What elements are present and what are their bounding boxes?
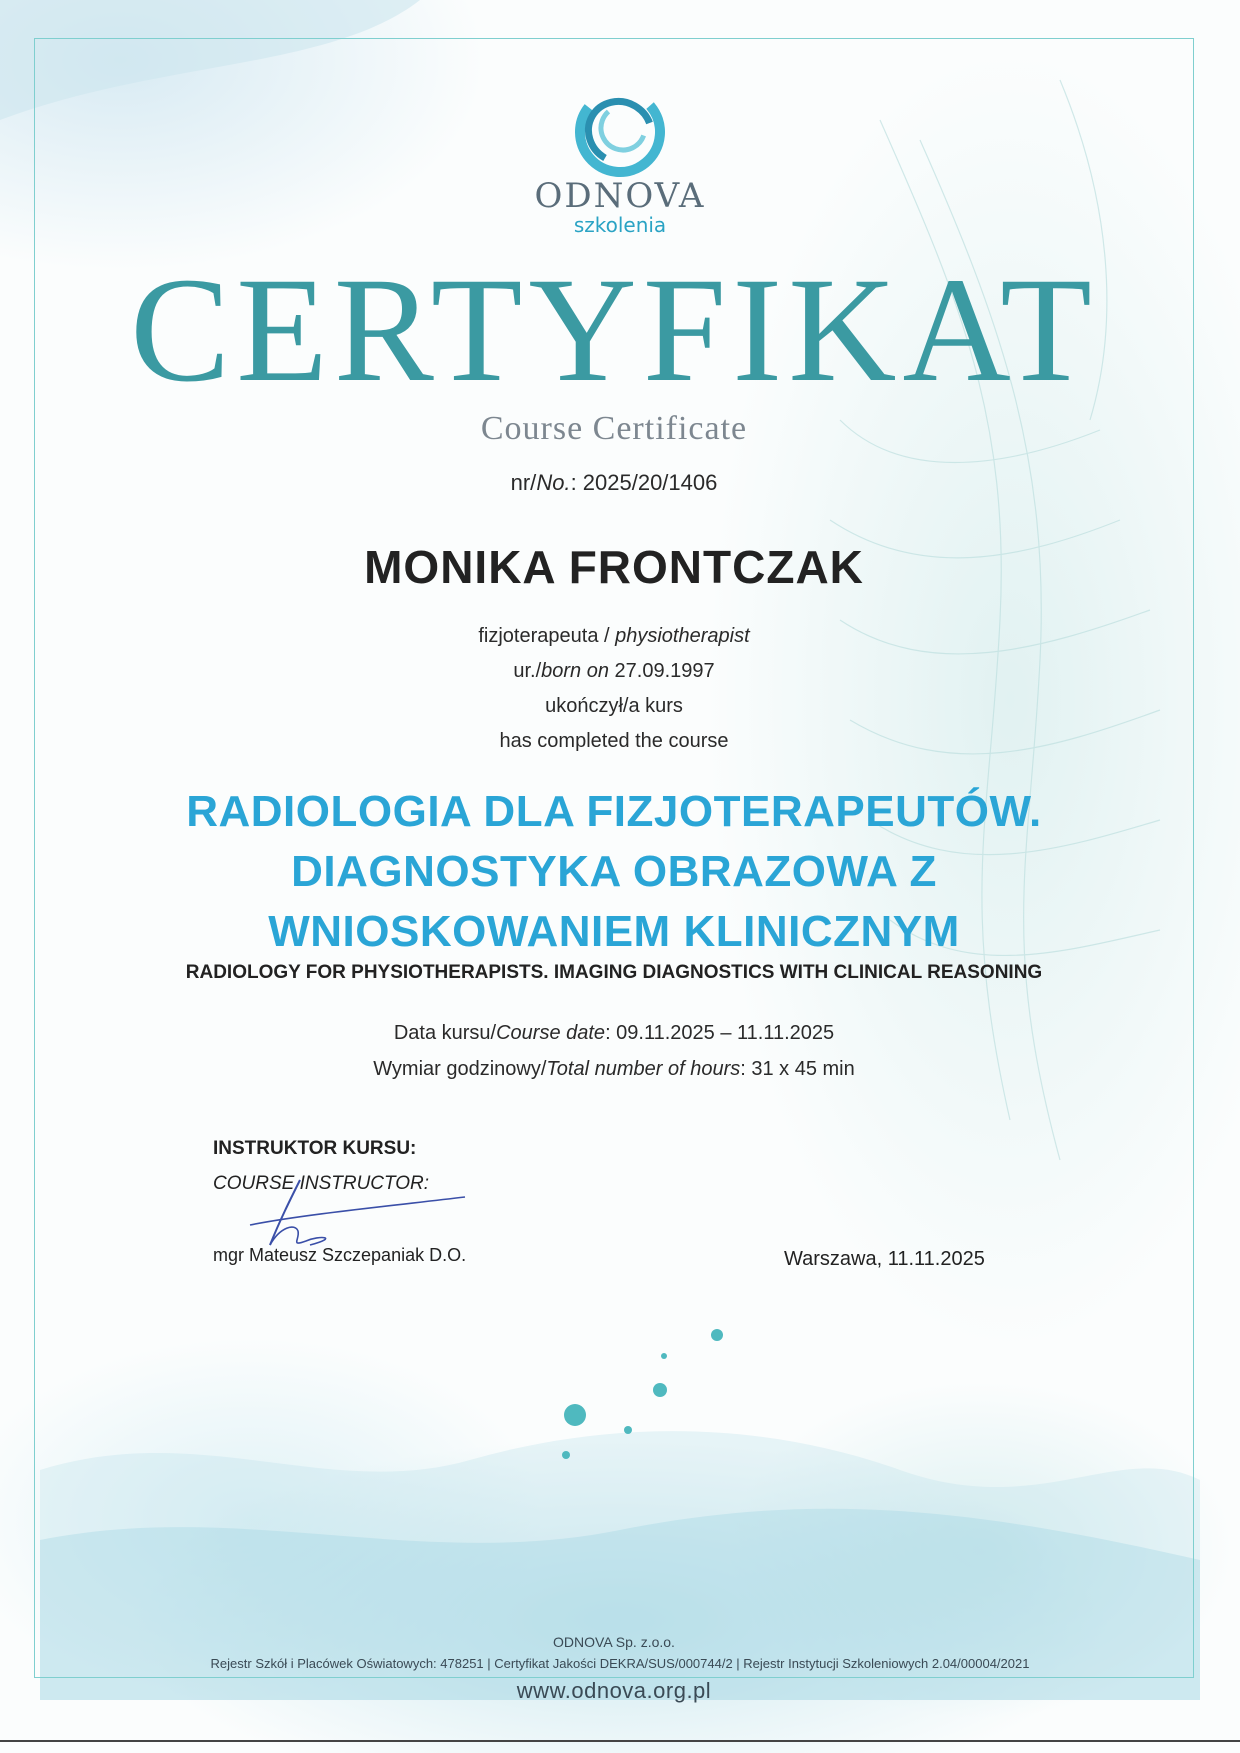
completed-en: has completed the course: [499, 730, 729, 752]
hours-label-pl: Wymiar godzinowy/: [373, 1058, 547, 1080]
hours-label-en: Total number of hours: [546, 1058, 741, 1080]
course-date-label-pl: Data kursu/: [393, 1022, 497, 1044]
profession-pl: fizjoterapeuta /: [478, 625, 616, 647]
course-title-en: RADIOLOGY FOR PHYSIOTHERAPISTS. IMAGING DIAGNOSTICS WITH CLINICAL REASONING: [185, 962, 1043, 983]
completed-pl: ukończył/a kurs: [545, 695, 683, 717]
profession-en: physiotherapist: [615, 625, 750, 647]
course-title-line-3: WNIOSKOWANIEM KLINICZNYM: [268, 907, 960, 956]
course-date-value: : 09.11.2025 – 11.11.2025: [605, 1022, 835, 1044]
born-label-en: born on: [541, 660, 609, 682]
certificate-subtitle: Course Certificate: [480, 410, 748, 447]
recipient-name: MONIKA FRONTCZAK: [364, 541, 864, 593]
number-value: : 2025/20/1406: [570, 470, 718, 495]
number-label-en: No.: [536, 470, 571, 495]
place-and-date: Warszawa, 11.11.2025: [784, 1248, 985, 1270]
instructor-label-en: COURSE INSTRUCTOR:: [213, 1173, 430, 1194]
footer-company: ODNOVA Sp. z.o.o.: [553, 1634, 675, 1650]
course-title-line-1: RADIOLOGIA DLA FIZJOTERAPEUTÓW.: [186, 787, 1042, 836]
hours-value: : 31 x 45 min: [740, 1058, 855, 1080]
born-label-pl: ur./: [513, 660, 542, 682]
logo-subtitle: szkolenia: [573, 213, 667, 237]
logo-name: ODNOVA: [534, 176, 706, 216]
course-date-label-en: Course date: [496, 1022, 606, 1044]
course-title-line-2: DIAGNOSTYKA OBRAZOWA Z: [291, 847, 937, 896]
instructor-label-pl: INSTRUKTOR KURSU:: [213, 1138, 417, 1159]
instructor-name: mgr Mateusz Szczepaniak D.O.: [213, 1245, 467, 1265]
born-date: 27.09.1997: [608, 660, 715, 682]
number-label-pl: nr/: [510, 470, 537, 495]
footer-registry: Rejestr Szkół i Placówek Oświatowych: 478251 | Certyfikat Jakości DEKRA/SUS/000744/2 | Rejestr Instytucji Szkoleniowych 2.04/00004/2021: [210, 1656, 1030, 1671]
certificate-title: CERTYFIKAT: [130, 247, 1098, 413]
footer-website-link[interactable]: www.odnova.org.pl: [516, 1678, 712, 1703]
